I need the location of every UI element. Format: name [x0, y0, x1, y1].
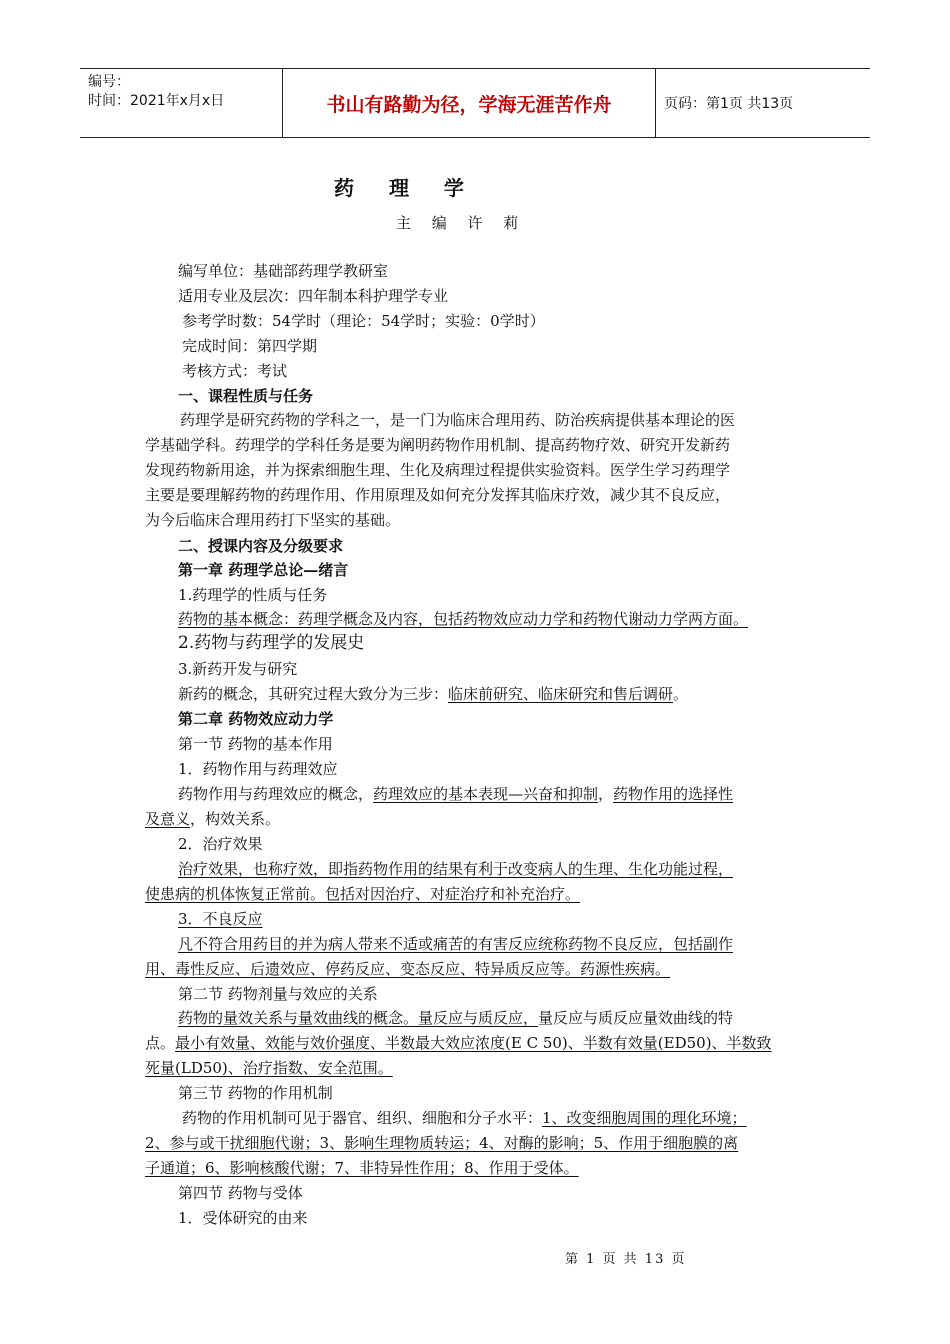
item-text: 死量(LD50)、治疗指数、安全范围。	[145, 1059, 393, 1077]
paragraph-line: 为今后临床合理用药打下坚实的基础。	[145, 511, 401, 529]
chapter-heading: 第一章 药理学总论—绪言	[178, 561, 349, 579]
meta-exam: 考核方式：考试	[182, 362, 288, 380]
page-header	[80, 68, 870, 138]
doc-editor: 主 编 许 莉	[396, 214, 527, 232]
subsection-heading: 第二节 药物剂量与效应的关系	[178, 985, 378, 1003]
item-heading: 2.药物与药理学的发展史	[178, 633, 365, 653]
item-text: 点。最小有效量、效能与效价强度、半数最大效应浓度(E C 50)、半数有效量(ED50)、半数致	[145, 1034, 772, 1052]
item-text: 新药的概念，其研究过程大致分为三步：临床前研究、临床研究和售后调研。	[178, 685, 689, 703]
item-text: 药物的量效关系与量效曲线的概念。量反应与质反应，量反应与质反应量效曲线的特	[178, 1009, 734, 1027]
item-heading: 1．药物作用与药理效应	[178, 760, 338, 778]
item-heading: 1．受体研究的由来	[178, 1209, 308, 1227]
paragraph-line: 学基础学科。药理学的学科任务是要为阐明药物作用机制、提高药物疗效、研究开发新药	[145, 436, 731, 454]
item-text: 药物的作用机制可见于器官、组织、细胞和分子水平：1、改变细胞周围的理化环境；	[182, 1109, 747, 1127]
doc-title: 药 理 学	[334, 176, 478, 200]
item-heading: 2．治疗效果	[178, 835, 263, 853]
section-heading: 二、授课内容及分级要求	[178, 537, 344, 555]
subsection-heading: 第四节 药物与受体	[178, 1184, 303, 1202]
paragraph-line: 发现药物新用途，并为探索细胞生理、生化及病理过程提供实验资料。医学生学习药理学	[145, 461, 731, 479]
item-text: 使患病的机体恢复正常前。包括对因治疗、对症治疗和补充治疗。	[145, 885, 581, 903]
item-text: 子通道；6、影响核酸代谢；7、非特异性作用；8、作用于受体。	[145, 1159, 579, 1177]
header-date: 时间：2021年x月x日	[88, 93, 225, 109]
item-heading: 3．不良反应	[178, 910, 263, 928]
meta-major: 适用专业及层次：四年制本科护理学专业	[178, 287, 449, 305]
item-text: 治疗效果，也称疗效，即指药物作用的结果有利于改变病人的生理、生化功能过程，	[178, 860, 734, 878]
header-number: 编号：	[88, 74, 130, 90]
item-text: 用、毒性反应、后遗效应、停药反应、变态反应、特异质反应等。药源性疾病。	[145, 960, 671, 978]
chapter-heading: 第二章 药物效应动力学	[178, 710, 334, 728]
page-footer: 第 1 页 共 13 页	[565, 1252, 687, 1267]
subsection-heading: 第三节 药物的作用机制	[178, 1084, 333, 1102]
header-info	[80, 69, 282, 137]
meta-unit: 编写单位：基础部药理学教研室	[178, 262, 389, 280]
subsection-heading: 第一节 药物的基本作用	[178, 735, 333, 753]
item-text: 凡不符合用药目的并为病人带来不适或痛苦的有害反应统称药物不良反应，包括副作	[178, 935, 734, 953]
meta-hours: 参考学时数：54学时（理论：54学时；实验：0学时）	[182, 312, 545, 330]
paragraph-line: 主要是要理解药物的药理作用、作用原理及如何充分发挥其临床疗效，减少其不良反应，	[145, 486, 731, 504]
header-motto: 书山有路勤为径，学海无涯苦作舟	[282, 69, 656, 137]
section-heading: 一、课程性质与任务	[178, 387, 314, 405]
meta-term: 完成时间：第四学期	[182, 337, 318, 355]
item-text: 药物的基本概念：药理学概念及内容，包括药物效应动力学和药物代谢动力学两方面。	[178, 610, 749, 628]
header-page-code: 页码：第1页 共13页	[664, 96, 794, 112]
item-heading: 3.新药开发与研究	[178, 660, 298, 678]
item-text: 药物作用与药理效应的概念，药理效应的基本表现—兴奋和抑制，药物作用的选择性	[178, 785, 734, 803]
item-text: 2、参与或干扰细胞代谢；3、影响生理物质转运；4、对酶的影响；5、作用于细胞膜的离	[145, 1134, 739, 1152]
item-text: 及意义，构效关系。	[145, 810, 281, 828]
paragraph-line: 药理学是研究药物的学科之一，是一门为临床合理用药、防治疾病提供基本理论的医	[180, 411, 736, 429]
item-heading: 1.药理学的性质与任务	[178, 586, 328, 604]
